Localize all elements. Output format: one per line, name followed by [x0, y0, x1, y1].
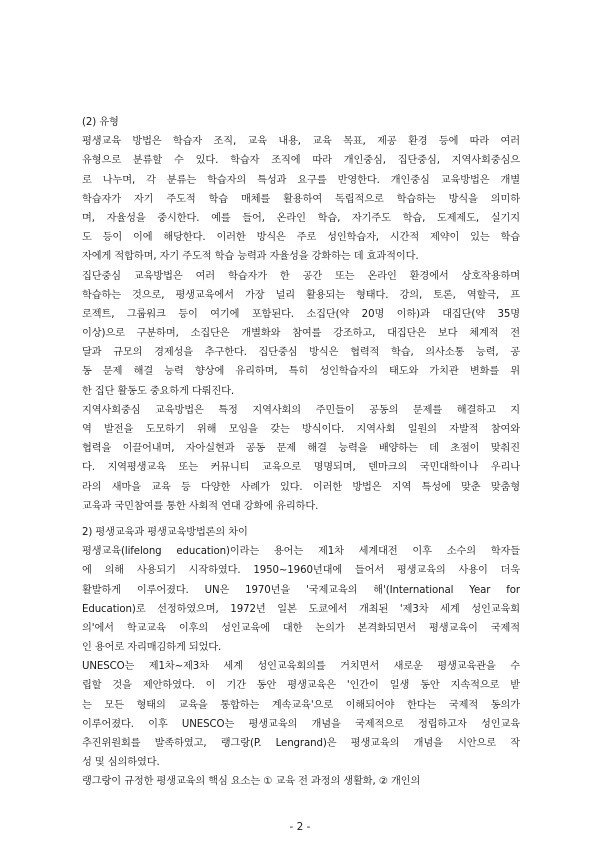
text-line: 활발하게 이루어졌다. UN은 1970년을 '국제교육의 해'(International Year for — [82, 584, 520, 596]
text-line: 평생교육(lifelong education)이라는 용어는 제1차 세계대전 이후 소수의 학자들 — [82, 546, 520, 558]
text-line: 로젝트, 그룹워크 등이 여기에 포함된다. 소집단(약 20명 이하)과 대집단(약 35명 — [82, 308, 520, 320]
text-line: 라의 새마을 교육 등 다양한 사례가 있다. 이러한 방법은 지역 특성에 맞춘 맞춤형 — [82, 481, 520, 493]
page-content — [82, 113, 520, 792]
text-line: 평생교육 방법은 학습자 조직, 교육 내용, 교육 목표, 제공 환경 등에 따라 여러 — [82, 136, 520, 148]
section-heading: 2) 평생교육과 평생교육방법론의 차이 — [82, 526, 248, 538]
paragraph — [82, 657, 520, 772]
text-line: 립할 것을 제안하였다. 이 기간 동안 평생교육은 '인간이 일생 동안 지속적으로 받 — [82, 680, 520, 692]
paragraph — [82, 401, 520, 516]
text-line: 자에게 적합하며, 자기 주도적 학습 능력과 자율성을 강화하는 데 효과적이다. — [82, 251, 419, 263]
text-line: 학습자가 자기 주도적 학습 매체를 활용하여 독립적으로 학습하는 방식을 의미하 — [82, 193, 520, 205]
text-line: 는 모든 형태의 교육을 통합하는 계속교육'으로 이해되어야 한다는 국제적 동의가 — [82, 699, 520, 711]
text-line: 랭그랑이 규정한 평생교육의 핵심 요소는 ① 교육 전 과정의 생활화, ② 개인의 — [82, 776, 421, 788]
paragraph — [82, 132, 520, 266]
text-line: 지역사회중심 교육방법은 특정 지역사회의 주민들이 공동의 문제를 해결하고 지 — [82, 404, 520, 416]
text-line: 이루어졌다. 이후 UNESCO는 평생교육의 개념을 국제적으로 정립하고자 성인교육 — [82, 718, 520, 730]
text-line: 집단중심 교육방법은 여러 학습자가 한 공간 또는 온라인 환경에서 상호작용하며 — [82, 270, 520, 282]
text-line: 성 및 심의하였다. — [82, 757, 160, 769]
section-heading: (2) 유형 — [82, 117, 119, 128]
text-line: 도 등이 이에 해당한다. 이러한 방식은 주로 성인학습자, 시간적 제약이 있는 학습 — [82, 232, 520, 244]
text-line: 한 집단 활동도 중요하게 다뤄진다. — [82, 385, 235, 397]
text-line: 인 용어로 자리매김하게 되었다. — [82, 642, 222, 654]
section-gap — [82, 516, 520, 523]
page-number: - 2 - — [289, 821, 311, 833]
text-line: 이상)으로 구분하며, 소집단은 개별화와 참여를 강조하고, 대집단은 보다 체계적 전 — [82, 328, 520, 340]
text-line: 추진위원회를 발족하였고, 랭그랑(P. Lengrand)은 평생교육의 개념을 시안으로 작 — [82, 738, 520, 749]
text-line: 달과 규모의 경제성을 추구한다. 집단중심 방식은 협력적 학습, 의사소통 능력, 공 — [82, 347, 520, 359]
text-line: UNESCO는 제1차~제3차 세계 성인교육회의를 거치면서 새로운 평생교육관을 수 — [82, 661, 520, 673]
text-line: 며, 자율성을 중시한다. 예를 들어, 온라인 학습, 자기주도 학습, 도제제도, 실기지 — [82, 212, 520, 224]
paragraph — [82, 267, 520, 401]
text-line: 의'에서 학교교육 이후의 성인교육에 대한 논의가 본격화되면서 평생교육이 국제적 — [82, 622, 520, 634]
text-line: 교육과 국민참여를 통한 사회적 연대 강화에 유리하다. — [82, 500, 319, 512]
text-line: 유형으로 분류할 수 있다. 학습자 조직에 따라 개인중심, 집단중심, 지역사회중심으 — [82, 155, 520, 167]
text-line: Education)로 선정하였으며, 1972년 일본 도쿄에서 개최된 '제3차 세계 성인교육회 — [82, 603, 520, 615]
text-line: 에 의해 사용되기 시작하였다. 1950~1960년대에 들어서 평생교육의 사용이 더욱 — [82, 565, 520, 577]
text-line: 로 나누며, 각 분류는 학습자의 특성과 요구를 반영한다. 개인중심 교육방법은 개별 — [82, 174, 520, 186]
paragraph — [82, 542, 520, 657]
text-line: 다. 지역평생교육 또는 커뮤니티 교육으로 명명되며, 덴마크의 국민대학이나 우리나 — [82, 462, 520, 474]
text-line: 협력을 이끌어내며, 자아실현과 공동 문제 해결 능력을 배양하는 데 초점이 맞춰진 — [82, 443, 520, 455]
text-line: 역 발전을 도모하기 위해 모임을 갖는 방식이다. 지역사회 일원의 자발적 참여와 — [82, 424, 520, 435]
paragraph — [82, 772, 520, 791]
text-line: 동 문제 해결 능력 향상에 유리하며, 특히 성인학습자의 태도와 가치관 변화를 위 — [82, 366, 520, 378]
text-line: 학습하는 것으로, 평생교육에서 가장 널리 활용되는 형태다. 강의, 토론, 역할극, 프 — [82, 289, 520, 301]
